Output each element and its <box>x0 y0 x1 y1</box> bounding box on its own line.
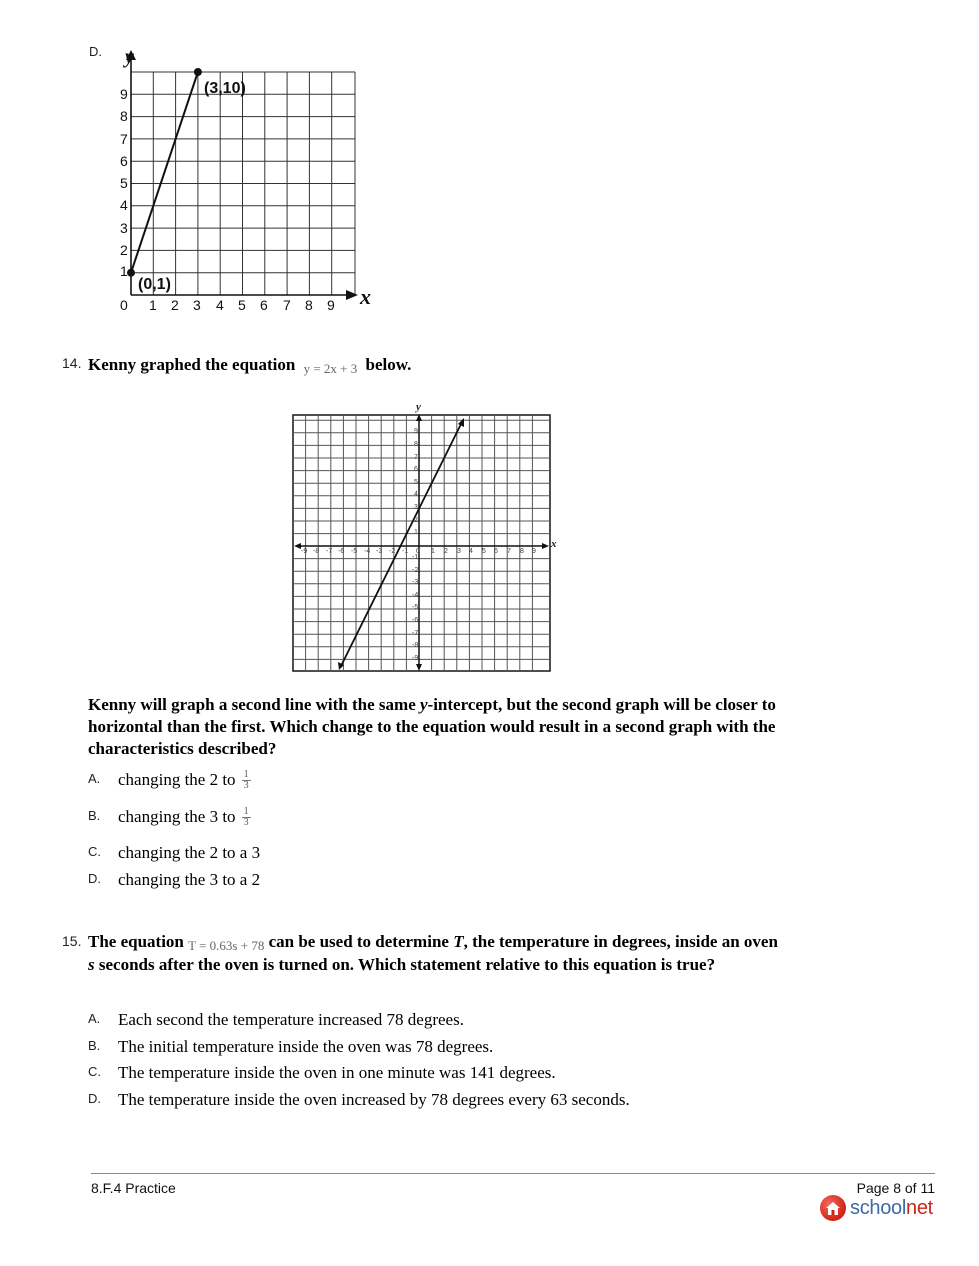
y-tick: -6 <box>412 617 419 624</box>
stem-text: The equation <box>88 932 184 951</box>
choice-d[interactable] <box>88 1090 630 1110</box>
x-tick: -7 <box>326 548 333 555</box>
stem-italic-s: s <box>88 955 95 974</box>
home-icon <box>820 1195 846 1221</box>
x-tick: 5 <box>238 297 246 313</box>
x-tick: 3 <box>193 297 201 313</box>
x-tick: 8 <box>305 297 313 313</box>
origin-label: 0 <box>416 548 420 555</box>
logo-text-school: school <box>850 1196 907 1219</box>
choice-text: changing the 3 to a 2 <box>118 870 261 889</box>
x-tick: 5 <box>482 548 486 555</box>
choice-a[interactable] <box>88 770 251 791</box>
x-tick: -2 <box>389 548 396 555</box>
x-tick: 6 <box>260 297 268 313</box>
y-tick: 4 <box>120 197 128 213</box>
choice-text: changing the 2 to <box>118 770 236 789</box>
choice-text: Each second the temperature increased 78 degrees. <box>118 1010 464 1029</box>
question-number: 15. <box>62 933 82 949</box>
question-15-stem <box>88 931 778 976</box>
stem-text: Kenny graphed the equation <box>88 355 296 374</box>
y-axis-label: y <box>416 401 421 413</box>
question-14-stem <box>88 354 411 377</box>
y-tick: 4 <box>414 491 418 498</box>
y-tick: 3 <box>414 504 418 511</box>
logo-text-net: net <box>906 1196 933 1219</box>
x-tick: 1 <box>431 548 435 555</box>
x-axis-label: x <box>551 538 557 550</box>
y-axis-label: y <box>125 46 134 68</box>
stem-text: below. <box>365 355 412 374</box>
choice-letter: B. <box>88 1038 101 1053</box>
footer-title: 8.F.4 Practice <box>91 1180 176 1196</box>
choice-letter: B. <box>88 808 101 823</box>
choice-c[interactable] <box>88 1063 556 1083</box>
x-tick: 9 <box>327 297 335 313</box>
y-tick: 7 <box>414 454 418 461</box>
x-tick: -6 <box>338 548 345 555</box>
x-tick: 6 <box>494 548 498 555</box>
y-tick: 6 <box>414 466 418 473</box>
y-tick: 2 <box>414 517 418 524</box>
x-tick: -9 <box>301 548 308 555</box>
point-label-3-10: (3,10) <box>204 80 246 97</box>
frac-denominator: 3 <box>243 817 249 828</box>
stem-text: , the temperature in degrees, inside an oven <box>463 932 778 951</box>
fraction-one-third <box>242 770 251 791</box>
choice-c[interactable] <box>88 843 260 863</box>
question-14-prompt <box>88 694 778 760</box>
frac-numerator: 1 <box>243 769 249 780</box>
equation: y = 2x + 3 <box>303 361 358 376</box>
stem-text: seconds after the oven is turned on. Which statement relative to this equation is true? <box>94 955 716 974</box>
choice-letter: A. <box>88 771 101 786</box>
prompt-text: Kenny will graph a second line with the same <box>88 695 420 714</box>
prompt-italic-y: y <box>420 695 428 714</box>
x-tick: -8 <box>313 548 320 555</box>
y-tick: 8 <box>414 441 418 448</box>
point-label-0-1: (0,1) <box>138 276 171 293</box>
y-tick: -5 <box>412 604 419 611</box>
y-tick: 7 <box>120 131 128 147</box>
choice-text: The temperature inside the oven in one minute was 141 degrees. <box>118 1063 556 1082</box>
equation: T = 0.63s + 78 <box>188 938 265 953</box>
graph-choice-d-labels <box>100 40 390 320</box>
x-tick: 3 <box>457 548 461 555</box>
choice-b[interactable] <box>88 807 251 828</box>
y-tick: -9 <box>412 655 419 662</box>
logo-wordmark <box>850 1197 933 1220</box>
y-tick: -3 <box>412 579 419 586</box>
x-axis-label: x <box>360 284 371 309</box>
y-tick: 5 <box>414 479 418 486</box>
x-tick: 2 <box>171 297 179 313</box>
y-tick: -4 <box>412 592 419 599</box>
choice-letter: D. <box>88 871 101 886</box>
y-tick: 1 <box>414 529 418 536</box>
x-tick: 1 <box>149 297 157 313</box>
choice-d-label: D. <box>89 44 102 59</box>
y-tick: 9 <box>120 86 128 102</box>
x-tick: 2 <box>444 548 448 555</box>
frac-denominator: 3 <box>243 780 249 791</box>
x-tick: -3 <box>376 548 383 555</box>
choice-d[interactable] <box>88 870 260 890</box>
x-tick: 9 <box>532 548 536 555</box>
stem-text: can be used to determine <box>264 932 454 951</box>
frac-numerator: 1 <box>243 806 249 817</box>
schoolnet-logo <box>820 1195 933 1221</box>
x-tick: 4 <box>216 297 224 313</box>
y-tick: 9 <box>414 428 418 435</box>
x-tick: 4 <box>469 548 473 555</box>
y-tick: 2 <box>120 242 128 258</box>
prompt-text: -intercept, but the second graph will be closer to horizontal than the first. Which change to the equation would result in a second graph with the characteristics described? <box>88 695 776 758</box>
choice-letter: C. <box>88 1064 101 1079</box>
choice-text: The initial temperature inside the oven was 78 degrees. <box>118 1037 494 1056</box>
y-tick: 6 <box>120 153 128 169</box>
x-tick: -5 <box>351 548 358 555</box>
choice-text: The temperature inside the oven increased by 78 degrees every 63 seconds. <box>118 1090 630 1109</box>
x-tick: -4 <box>364 548 371 555</box>
y-tick: 8 <box>120 108 128 124</box>
y-tick: 1 <box>120 263 128 279</box>
x-tick: 7 <box>507 548 511 555</box>
y-tick: -8 <box>412 642 419 649</box>
y-tick: -7 <box>412 630 419 637</box>
x-tick: 7 <box>283 297 291 313</box>
choice-text: changing the 2 to a 3 <box>118 843 261 862</box>
choice-b[interactable] <box>88 1037 493 1057</box>
choice-a[interactable] <box>88 1010 464 1030</box>
stem-italic-T: T <box>453 932 464 951</box>
x-tick: 0 <box>120 297 128 313</box>
x-tick: 8 <box>520 548 524 555</box>
x-tick: -1 <box>402 548 409 555</box>
y-tick: -1 <box>412 554 419 561</box>
choice-text: changing the 3 to <box>118 807 236 826</box>
fraction-one-third <box>242 807 251 828</box>
graph-question-14-labels <box>285 400 565 680</box>
choice-letter: D. <box>88 1091 101 1106</box>
y-tick: -2 <box>412 567 419 574</box>
footer-divider <box>91 1173 935 1174</box>
question-number: 14. <box>62 355 82 371</box>
y-tick: 3 <box>120 220 128 236</box>
choice-letter: C. <box>88 844 101 859</box>
y-tick: 5 <box>120 175 128 191</box>
choice-letter: A. <box>88 1011 101 1026</box>
page-indicator: Page 8 of 11 <box>856 1180 935 1196</box>
